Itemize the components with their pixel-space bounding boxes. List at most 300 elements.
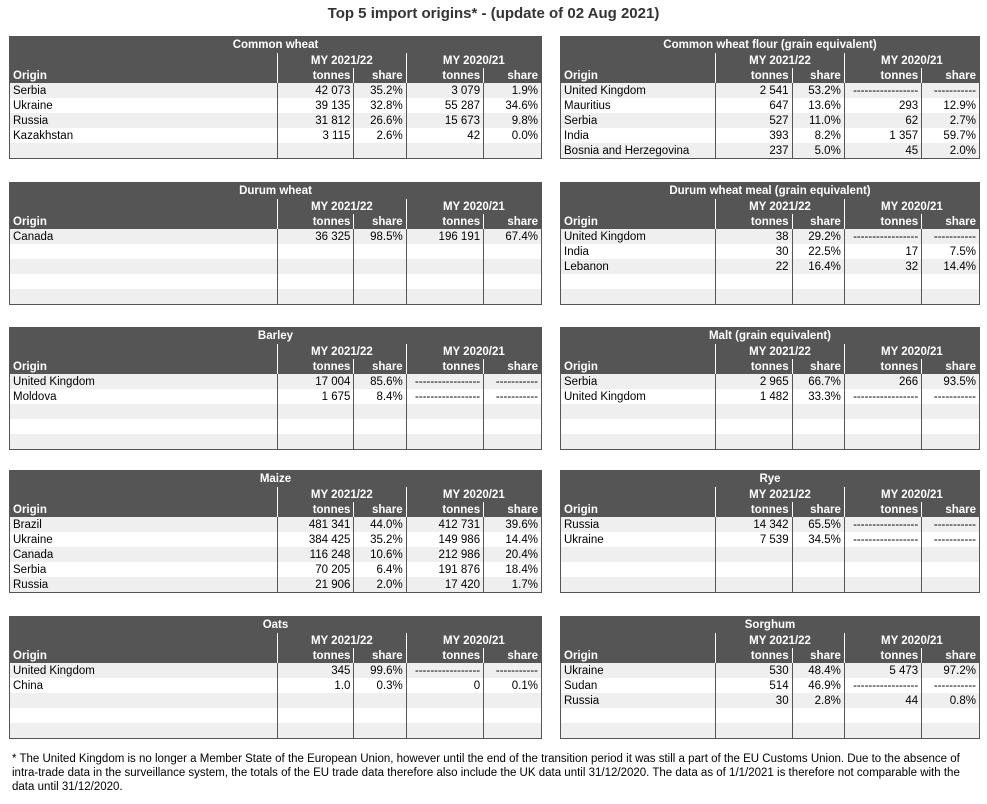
table-title: Rye: [561, 471, 979, 487]
cell-tonnes-current: [278, 419, 354, 434]
cell-share-current: [792, 562, 844, 577]
cell-origin: [561, 577, 716, 592]
import-table: [10, 183, 541, 304]
cell-tonnes-previous: -----------------: [844, 83, 921, 98]
table-title: Common wheat flour (grain equivalent): [561, 37, 979, 53]
import-table: [561, 617, 979, 738]
cell-share-current: [354, 693, 406, 708]
table-row: [561, 113, 979, 128]
cell-tonnes-previous: 17 420: [406, 577, 483, 592]
header-origin: Origin: [561, 648, 716, 663]
cell-origin: Canada: [10, 547, 277, 562]
table-row: [561, 289, 979, 304]
header-tonnes: tonnes: [844, 68, 921, 83]
header-share: share: [922, 68, 979, 83]
cell-origin: Russia: [10, 113, 277, 128]
table-row: [10, 98, 541, 113]
cell-origin: [10, 723, 278, 738]
cell-origin: [561, 562, 716, 577]
table-row: [561, 663, 979, 678]
header-share: share: [922, 359, 979, 374]
cell-tonnes-current: 530: [716, 663, 792, 678]
cell-origin: [10, 693, 278, 708]
cell-tonnes-previous: [406, 419, 483, 434]
cell-share-previous: [922, 708, 979, 723]
header-spacer: [561, 487, 716, 502]
cell-origin: [561, 723, 716, 738]
cell-share-current: [354, 708, 406, 723]
cell-share-previous: 93.5%: [922, 374, 979, 389]
table-panel-barley: [9, 327, 542, 450]
cell-share-previous: [922, 404, 979, 419]
import-table: [561, 37, 979, 158]
header-origin: Origin: [10, 502, 277, 517]
header-share: share: [354, 502, 406, 517]
table-title: Sorghum: [561, 617, 979, 633]
header-my-current: MY 2021/22: [716, 199, 845, 214]
cell-tonnes-previous: 0: [406, 678, 483, 693]
cell-share-current: 13.6%: [792, 98, 844, 113]
cell-share-previous: -----------: [922, 83, 979, 98]
header-share: share: [792, 214, 844, 229]
table-panel-rye: [560, 470, 980, 593]
cell-share-previous: [922, 419, 979, 434]
cell-share-current: [354, 143, 406, 158]
table-panel-oats: [9, 616, 542, 739]
header-tonnes: tonnes: [406, 502, 483, 517]
cell-origin: India: [561, 128, 716, 143]
cell-tonnes-previous: -----------------: [844, 532, 921, 547]
cell-share-current: [792, 434, 844, 449]
cell-tonnes-previous: -----------------: [844, 229, 921, 244]
table-row: [561, 434, 979, 449]
cell-tonnes-current: 527: [716, 113, 792, 128]
cell-origin: [561, 708, 716, 723]
cell-tonnes-previous: -----------------: [844, 678, 921, 693]
table-row: [561, 678, 979, 693]
cell-share-current: [792, 723, 844, 738]
import-table: [561, 183, 979, 304]
cell-tonnes-previous: 45: [844, 143, 921, 158]
table-row: [561, 374, 979, 389]
cell-tonnes-current: [278, 404, 354, 419]
cell-tonnes-current: [716, 577, 792, 592]
cell-share-current: 46.9%: [792, 678, 844, 693]
cell-tonnes-current: 393: [716, 128, 792, 143]
header-tonnes: tonnes: [406, 648, 483, 663]
cell-share-previous: [484, 419, 541, 434]
table-row: [561, 532, 979, 547]
cell-tonnes-current: 21 906: [277, 577, 353, 592]
cell-tonnes-current: [716, 547, 792, 562]
header-tonnes: tonnes: [278, 648, 354, 663]
cell-tonnes-previous: [406, 404, 483, 419]
import-table: [10, 617, 541, 738]
cell-share-previous: 18.4%: [484, 562, 541, 577]
header-my-current: MY 2021/22: [277, 487, 406, 502]
cell-tonnes-previous: 196 191: [406, 229, 483, 244]
cell-share-previous: -----------: [484, 374, 541, 389]
table-row: [10, 723, 541, 738]
header-tonnes: tonnes: [716, 359, 792, 374]
cell-share-previous: 0.1%: [484, 678, 541, 693]
header-spacer: [561, 53, 716, 68]
cell-tonnes-current: [716, 434, 792, 449]
table-row: [10, 113, 541, 128]
cell-tonnes-previous: [406, 244, 483, 259]
cell-share-previous: [484, 289, 541, 304]
header-my-current: MY 2021/22: [716, 344, 845, 359]
cell-share-current: [792, 289, 844, 304]
cell-share-previous: [922, 274, 979, 289]
cell-tonnes-current: [716, 562, 792, 577]
header-share: share: [792, 68, 844, 83]
cell-origin: [10, 244, 278, 259]
cell-origin: India: [561, 244, 716, 259]
cell-share-current: [354, 274, 406, 289]
header-tonnes: tonnes: [716, 648, 792, 663]
header-tonnes: tonnes: [716, 214, 792, 229]
cell-origin: Lebanon: [561, 259, 716, 274]
cell-tonnes-previous: [406, 259, 483, 274]
header-spacer: [561, 199, 716, 214]
header-tonnes: tonnes: [844, 214, 921, 229]
table-row: [10, 289, 541, 304]
cell-share-previous: [484, 274, 541, 289]
table-panel-malt-grain-equivalent: [560, 327, 980, 450]
cell-share-previous: [922, 289, 979, 304]
cell-tonnes-current: 38: [716, 229, 792, 244]
cell-share-previous: 0.8%: [922, 693, 979, 708]
cell-share-previous: [922, 723, 979, 738]
table-row: [561, 274, 979, 289]
cell-share-current: 6.4%: [354, 562, 406, 577]
header-origin: Origin: [10, 359, 278, 374]
cell-share-previous: [922, 577, 979, 592]
cell-tonnes-previous: [406, 708, 483, 723]
cell-origin: Bosnia and Herzegovina: [561, 143, 716, 158]
header-tonnes: tonnes: [844, 502, 921, 517]
cell-tonnes-previous: 3 079: [406, 83, 483, 98]
cell-share-current: 85.6%: [354, 374, 406, 389]
cell-origin: United Kingdom: [561, 229, 716, 244]
cell-tonnes-current: 22: [716, 259, 792, 274]
cell-share-current: 65.5%: [792, 517, 844, 532]
import-table: [10, 37, 541, 158]
cell-origin: United Kingdom: [561, 389, 716, 404]
header-share: share: [922, 214, 979, 229]
import-table: [561, 328, 979, 449]
header-spacer: [561, 344, 716, 359]
table-row: [10, 708, 541, 723]
header-tonnes: tonnes: [406, 214, 483, 229]
cell-tonnes-current: 7 539: [716, 532, 792, 547]
cell-origin: Canada: [10, 229, 278, 244]
cell-tonnes-previous: [844, 577, 921, 592]
cell-share-current: [354, 289, 406, 304]
table-row: [561, 547, 979, 562]
cell-origin: Ukraine: [561, 532, 716, 547]
cell-share-current: [792, 708, 844, 723]
table-row: [10, 374, 541, 389]
table-row: [10, 678, 541, 693]
table-row: [10, 663, 541, 678]
cell-tonnes-previous: [406, 693, 483, 708]
table-panel-common-wheat-flour-grain-equivalent: [560, 36, 980, 159]
table-row: [561, 419, 979, 434]
cell-share-current: 26.6%: [354, 113, 406, 128]
header-tonnes: tonnes: [406, 359, 483, 374]
cell-origin: [10, 143, 277, 158]
header-origin: Origin: [10, 214, 278, 229]
header-share: share: [792, 648, 844, 663]
cell-share-current: 44.0%: [354, 517, 406, 532]
table-row: [10, 404, 541, 419]
cell-tonnes-current: [278, 244, 354, 259]
table-row: [561, 83, 979, 98]
import-table: [561, 471, 979, 592]
cell-share-current: 10.6%: [354, 547, 406, 562]
cell-tonnes-current: [278, 274, 354, 289]
cell-origin: United Kingdom: [10, 374, 278, 389]
cell-origin: Ukraine: [10, 98, 277, 113]
cell-origin: [10, 274, 278, 289]
cell-share-current: [354, 434, 406, 449]
table-row: [10, 562, 541, 577]
cell-origin: Serbia: [10, 562, 277, 577]
cell-tonnes-previous: [406, 143, 483, 158]
cell-tonnes-previous: 149 986: [406, 532, 483, 547]
table-title: Durum wheat meal (grain equivalent): [561, 183, 979, 199]
cell-share-current: [354, 404, 406, 419]
cell-tonnes-current: 36 325: [278, 229, 354, 244]
cell-share-previous: -----------: [922, 517, 979, 532]
cell-origin: [561, 547, 716, 562]
cell-share-current: 35.2%: [354, 83, 406, 98]
cell-tonnes-current: 1 482: [716, 389, 792, 404]
header-tonnes: tonnes: [277, 68, 353, 83]
header-share: share: [354, 214, 406, 229]
header-my-current: MY 2021/22: [716, 633, 845, 648]
cell-tonnes-current: 42 073: [277, 83, 353, 98]
cell-origin: Serbia: [561, 113, 716, 128]
cell-tonnes-previous: [844, 404, 921, 419]
cell-share-current: 33.3%: [792, 389, 844, 404]
cell-tonnes-previous: -----------------: [844, 517, 921, 532]
cell-tonnes-current: 514: [716, 678, 792, 693]
cell-origin: Serbia: [10, 83, 277, 98]
cell-share-previous: 67.4%: [484, 229, 541, 244]
cell-tonnes-current: 345: [278, 663, 354, 678]
cell-tonnes-previous: [844, 419, 921, 434]
cell-tonnes-current: 647: [716, 98, 792, 113]
cell-tonnes-previous: -----------------: [844, 389, 921, 404]
cell-origin: [10, 404, 278, 419]
cell-origin: Mauritius: [561, 98, 716, 113]
cell-share-previous: 59.7%: [922, 128, 979, 143]
header-tonnes: tonnes: [844, 359, 921, 374]
table-row: [561, 244, 979, 259]
cell-tonnes-previous: [844, 274, 921, 289]
cell-share-current: [792, 274, 844, 289]
cell-tonnes-current: [278, 708, 354, 723]
cell-tonnes-current: 30: [716, 693, 792, 708]
cell-share-current: 34.5%: [792, 532, 844, 547]
header-tonnes: tonnes: [844, 648, 921, 663]
table-row: [10, 693, 541, 708]
table-row: [561, 128, 979, 143]
cell-tonnes-current: [277, 143, 353, 158]
table-row: [561, 389, 979, 404]
cell-tonnes-current: [716, 419, 792, 434]
cell-share-current: 5.0%: [792, 143, 844, 158]
cell-tonnes-previous: 44: [844, 693, 921, 708]
cell-share-current: 66.7%: [792, 374, 844, 389]
header-origin: Origin: [561, 68, 716, 83]
cell-share-previous: 9.8%: [484, 113, 541, 128]
table-row: [561, 143, 979, 158]
header-tonnes: tonnes: [716, 68, 792, 83]
table-row: [10, 532, 541, 547]
header-my-current: MY 2021/22: [277, 53, 406, 68]
cell-share-previous: [484, 244, 541, 259]
cell-tonnes-previous: [406, 723, 483, 738]
header-my-previous: MY 2020/21: [844, 344, 979, 359]
table-row: [10, 517, 541, 532]
cell-tonnes-current: 384 425: [277, 532, 353, 547]
header-my-previous: MY 2020/21: [844, 487, 979, 502]
cell-tonnes-current: 70 205: [277, 562, 353, 577]
cell-tonnes-previous: 15 673: [406, 113, 483, 128]
header-spacer: [10, 199, 278, 214]
cell-tonnes-previous: 266: [844, 374, 921, 389]
cell-origin: Kazakhstan: [10, 128, 277, 143]
cell-share-previous: -----------: [922, 229, 979, 244]
cell-share-current: 22.5%: [792, 244, 844, 259]
header-share: share: [484, 68, 541, 83]
cell-share-previous: -----------: [922, 389, 979, 404]
cell-share-previous: -----------: [922, 678, 979, 693]
table-row: [10, 547, 541, 562]
table-title: Durum wheat: [10, 183, 541, 199]
header-share: share: [484, 359, 541, 374]
cell-share-current: [354, 723, 406, 738]
header-my-current: MY 2021/22: [278, 344, 407, 359]
cell-origin: [561, 434, 716, 449]
table-row: [10, 244, 541, 259]
table-row: [561, 723, 979, 738]
header-spacer: [10, 53, 277, 68]
cell-share-previous: 97.2%: [922, 663, 979, 678]
table-title: Maize: [10, 471, 541, 487]
header-share: share: [484, 502, 541, 517]
footnote: * The United Kingdom is no longer a Member State of the European Union, however until the end of the transition period it was still a part of the EU Customs Union. Due to the absence of intra-trade data in the surveillance system, the totals of the EU trade data therefore also include the UK data until 31/12/2020. The data as of 1/1/2021 is therefore not comparable with the data until 31/12/2020.: [12, 753, 960, 793]
cell-origin: Ukraine: [561, 663, 716, 678]
cell-tonnes-previous: [844, 547, 921, 562]
table-row: [10, 128, 541, 143]
cell-share-current: 2.6%: [354, 128, 406, 143]
cell-share-previous: [484, 723, 541, 738]
cell-tonnes-previous: 32: [844, 259, 921, 274]
table-panel-durum-wheat-meal-grain-equivalent: [560, 182, 980, 305]
cell-tonnes-current: 237: [716, 143, 792, 158]
header-spacer: [10, 487, 277, 502]
cell-share-previous: 12.9%: [922, 98, 979, 113]
cell-share-previous: [484, 693, 541, 708]
cell-tonnes-previous: [844, 289, 921, 304]
cell-share-current: [792, 419, 844, 434]
cell-tonnes-current: 14 342: [716, 517, 792, 532]
table-row: [10, 143, 541, 158]
header-my-previous: MY 2020/21: [406, 199, 541, 214]
cell-tonnes-previous: 62: [844, 113, 921, 128]
cell-tonnes-previous: 293: [844, 98, 921, 113]
cell-tonnes-current: 17 004: [278, 374, 354, 389]
header-my-previous: MY 2020/21: [844, 199, 979, 214]
cell-share-current: [792, 577, 844, 592]
cell-share-previous: [484, 259, 541, 274]
cell-share-current: 2.8%: [792, 693, 844, 708]
cell-share-previous: 34.6%: [484, 98, 541, 113]
cell-share-current: 48.4%: [792, 663, 844, 678]
cell-share-previous: [922, 434, 979, 449]
cell-origin: Russia: [561, 693, 716, 708]
cell-share-previous: 2.0%: [922, 143, 979, 158]
cell-tonnes-previous: 191 876: [406, 562, 483, 577]
header-tonnes: tonnes: [406, 68, 483, 83]
cell-tonnes-previous: [406, 274, 483, 289]
cell-origin: Brazil: [10, 517, 277, 532]
cell-tonnes-previous: 42: [406, 128, 483, 143]
cell-share-current: [354, 419, 406, 434]
cell-share-current: 16.4%: [792, 259, 844, 274]
cell-share-current: 98.5%: [354, 229, 406, 244]
cell-origin: Russia: [561, 517, 716, 532]
cell-origin: [561, 274, 716, 289]
cell-share-previous: [484, 708, 541, 723]
table-row: [561, 229, 979, 244]
table-row: [561, 517, 979, 532]
cell-tonnes-previous: [844, 723, 921, 738]
header-share: share: [922, 648, 979, 663]
import-table: [10, 328, 541, 449]
cell-tonnes-previous: 1 357: [844, 128, 921, 143]
cell-tonnes-current: 3 115: [277, 128, 353, 143]
cell-tonnes-current: [716, 404, 792, 419]
cell-tonnes-current: 31 812: [277, 113, 353, 128]
header-spacer: [10, 633, 278, 648]
cell-share-previous: 0.0%: [484, 128, 541, 143]
cell-tonnes-current: [278, 723, 354, 738]
cell-share-current: [354, 259, 406, 274]
table-row: [10, 229, 541, 244]
cell-tonnes-previous: 5 473: [844, 663, 921, 678]
cell-origin: [10, 708, 278, 723]
cell-share-previous: -----------: [922, 532, 979, 547]
cell-share-current: 99.6%: [354, 663, 406, 678]
cell-tonnes-current: 39 135: [277, 98, 353, 113]
cell-share-previous: 14.4%: [484, 532, 541, 547]
cell-tonnes-current: [716, 708, 792, 723]
cell-tonnes-current: [716, 723, 792, 738]
cell-share-previous: 2.7%: [922, 113, 979, 128]
header-my-current: MY 2021/22: [716, 53, 845, 68]
header-spacer: [561, 633, 716, 648]
table-row: [561, 562, 979, 577]
cell-origin: [10, 419, 278, 434]
cell-origin: Serbia: [561, 374, 716, 389]
table-title: Common wheat: [10, 37, 541, 53]
